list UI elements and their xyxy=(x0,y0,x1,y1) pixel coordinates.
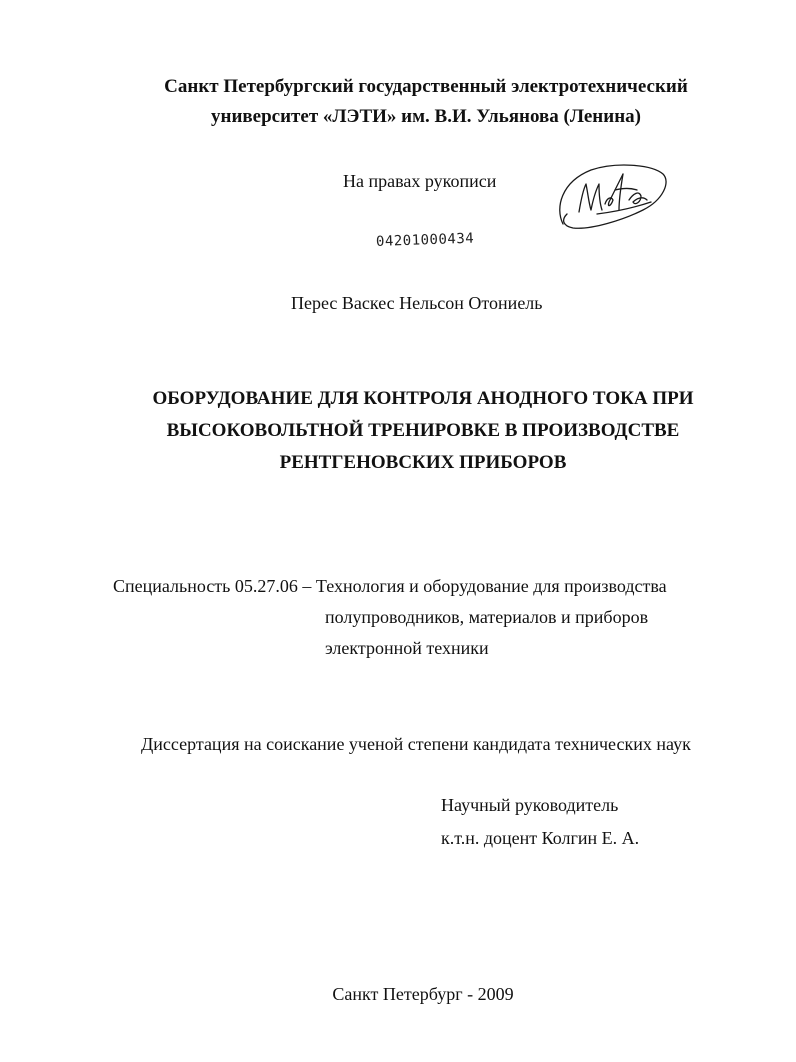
specialty-line3: электронной техники xyxy=(325,638,489,658)
university-name-line2: университет «ЛЭТИ» им. В.И. Ульянова (Ленина) xyxy=(211,106,641,127)
author-name: Перес Васкес Нельсон Отониель xyxy=(291,293,543,313)
supervisor-label: Научный руководитель xyxy=(441,795,619,815)
title-line1: ОБОРУДОВАНИЕ ДЛЯ КОНТРОЛЯ АНОДНОГО ТОКА ПРИ xyxy=(152,388,694,409)
dissertation-type: Диссертация на соискание ученой степени кандидата технических наук xyxy=(141,734,691,754)
handwritten-signature xyxy=(553,160,671,238)
registration-number: 04201000434 xyxy=(375,230,475,250)
city-and-year: Санкт Петербург - 2009 xyxy=(332,984,514,1004)
university-name-line1: Санкт Петербургский государственный электротехнический xyxy=(164,76,688,97)
specialty-line2: полупроводников, материалов и приборов xyxy=(325,607,649,627)
specialty-line1: Специальность 05.27.06 – Технология и оборудование для производства xyxy=(113,576,667,596)
title-line3: РЕНТГЕНОВСКИХ ПРИБОРОВ xyxy=(279,452,567,473)
manuscript-rights-note: На правах рукописи xyxy=(343,171,497,191)
supervisor-name: к.т.н. доцент Колгин Е. А. xyxy=(441,828,640,848)
title-line2: ВЫСОКОВОЛЬТНОЙ ТРЕНИРОВКЕ В ПРОИЗВОДСТВЕ xyxy=(166,420,680,441)
